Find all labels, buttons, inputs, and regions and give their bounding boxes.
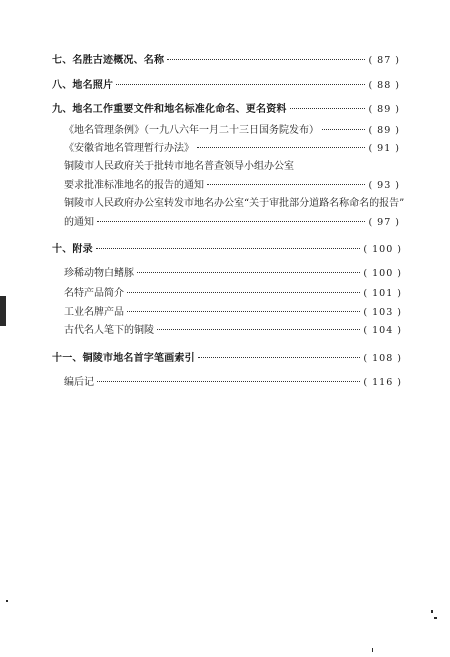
toc-subentry-title: 工业名牌产品 [64,307,124,318]
dot-leader [97,221,365,222]
toc-subentry [64,307,402,319]
toc-subentry-title: 《地名管理条例》（一九八六年一月二十三日国务院发布） [64,125,319,136]
dot-leader [116,84,365,85]
toc-subentry [64,325,402,337]
page-number: ( 93 ) [368,180,400,191]
dot-leader [137,272,360,273]
dot-leader [322,129,365,130]
page-number: ( 100 ) [363,268,402,279]
dot-leader [127,292,360,293]
dot-leader [97,381,360,382]
toc-subentry [64,180,400,192]
page-number: ( 91 ) [368,143,400,154]
toc-heading: 九、地名工作重要文件和地名标准化命名、更名资料 [52,104,287,115]
page-number: ( 87 ) [368,55,400,66]
dot-leader [167,59,365,60]
toc-entry-section-8 [52,80,400,92]
toc-subentry-title: 要求批准标准地名的报告的通知 [64,180,204,191]
dot-leader [127,311,360,312]
page-number: ( 97 ) [368,217,400,228]
dot-leader [157,329,360,330]
toc-entry-afterword [64,377,402,389]
page-number: ( 89 ) [368,125,400,136]
dot-leader [198,357,361,358]
toc-subentry-wrap-line: 铜陵市人民政府办公室转发市地名办公室“关于审批部分道路名称命名的报告” [64,198,405,209]
toc-entry-section-9 [52,104,400,116]
page-number: ( 116 ) [363,377,402,388]
toc-heading: 十、附录 [52,244,93,255]
toc-subentry-title: 编后记 [64,377,94,388]
toc-subentry [64,288,402,300]
toc-subentry-title: 的通知 [64,217,94,228]
toc-subentry [64,268,402,280]
dot-leader [207,184,365,185]
toc-heading: 七、名胜古迹概况、名称 [52,55,165,66]
page-number: ( 100 ) [363,244,402,255]
dot-leader [290,108,366,109]
toc-entry-section-10 [52,244,402,256]
scan-speck [6,600,8,602]
toc-entry-section-11 [52,353,402,365]
toc-heading: 八、地名照片 [52,80,114,91]
binding-edge-mark [0,296,6,326]
page-number: ( 89 ) [368,104,400,115]
toc-subentry [64,143,400,155]
toc-subentry [64,125,400,137]
page-number: ( 101 ) [363,288,402,299]
toc-entry-section-7 [52,55,400,67]
scan-speck [372,648,373,652]
page-number: ( 103 ) [363,307,402,318]
scan-speck [434,617,437,619]
toc-subentry [64,217,400,229]
page-number: ( 104 ) [363,325,402,336]
toc-subentry-title: 珍稀动物白鳍豚 [64,268,134,279]
toc-subentry-title: 名特产品简介 [64,288,124,299]
page-number: ( 88 ) [368,80,400,91]
toc-subentry-title: 古代名人笔下的铜陵 [64,325,154,336]
page-number: ( 108 ) [363,353,402,364]
toc-heading: 十一、铜陵市地名首字笔画索引 [52,353,195,364]
dot-leader [197,147,365,148]
dot-leader [96,248,361,249]
toc-subentry-title: 《安徽省地名管理暂行办法》 [64,143,194,154]
toc-subentry-wrap-line: 铜陵市人民政府关于批转市地名普查领导小组办公室 [64,161,294,172]
scan-speck [431,610,433,613]
